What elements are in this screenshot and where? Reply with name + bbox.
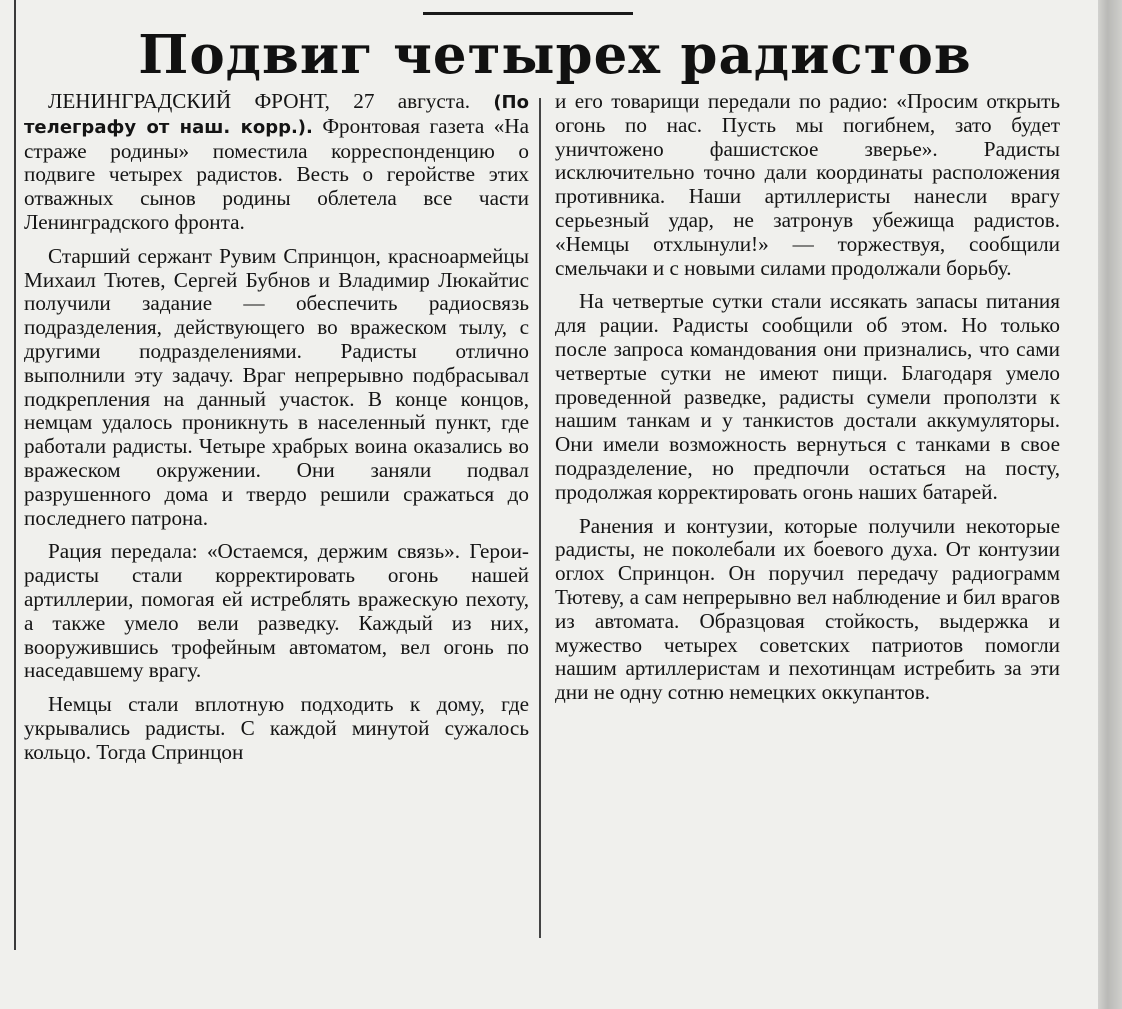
article-paragraph: Немцы стали вплотную подходить к дому, где укрывались радисты. С каждой минутой сужалось кольцо. Тогда Спринцон (24, 692, 529, 764)
article-headline: Подвиг четырех радистов (138, 24, 972, 86)
page-edge-shadow (1098, 0, 1122, 1009)
article-paragraph: На четвертые сутки стали иссякать запасы питания для рации. Радисты сообщили об этом. Но только после запроса командования они признались, что сами четвертые сутки не имеют пищи. Благодаря умело проведенной разведке, радисты сумели проползти к нашим танкам и у танкистов достали аккумуляторы. Они имели возможность вернуться с танками в свое подразделение, но предпочли остаться на посту, продолжая корректировать огонь наших батарей. (555, 289, 1060, 504)
article-paragraph (24, 90, 529, 235)
article-paragraph: Рация передала: «Остаемся, держим связь». Герои-радисты стали корректировать огонь нашей артиллерии, помогая ей истреблять вражескую пехоту, а также умело вели разведку. Каждый из них, вооружившись трофейным автоматом, вел огонь по наседавшему врагу. (24, 539, 529, 683)
article-paragraph: Ранения и контузии, которые получили некоторые радисты, не поколебали их боевого духа. От контузии оглох Спринцон. Он поручил передачу радиограмм Тютеву, а сам непрерывно вел наблюдение и бил врагов из автомата. Образцовая стойкость, выдержка и мужество четырех советских патриотов помогли нашим артиллеристам и пехотинцам истребить за эти дни не одну сотню немецких оккупантов. (555, 513, 1060, 705)
article-column-right (555, 90, 1060, 715)
article-paragraph: и его товарищи передали по радио: «Просим открыть огонь по нас. Пусть мы погибнем, зато будет уничтожено фашистское зверье». Радисты исключительно точно дали координаты расположения противника. Наши артиллеристы нанесли врагу серьезный удар, не затронув убежища радистов. «Немцы отхлынули!» — торжествуя, сообщили смельчаки и с новыми силами продолжали борьбу. (555, 89, 1060, 280)
article-column-left (24, 90, 529, 775)
article-dateline: ЛЕНИНГРАДСКИЙ ФРОНТ, 27 августа. (48, 89, 471, 113)
left-column-rule (14, 0, 16, 950)
article-paragraph: Старший сержант Рувим Спринцон, красноармейцы Михаил Тютев, Сергей Бубнов и Владимир Люкайтис получили задание — обеспечить радиосвязь подразделения, действующего во вражеском тылу, с другими подразделениями. Радисты отлично выполнили эту задачу. Враг непрерывно подбрасывал подкрепления на данный участок. В конце концов, немцам удалось проникнуть в населенный пункт, где работали радисты. Четыре храбрых воина оказались во вражеском окружении. Они заняли подвал разрушенного дома и твердо решили сражаться до последнего патрона. (24, 243, 529, 530)
top-rule (423, 12, 633, 15)
article-text: Фронтовая газета «На страже родины» поместила корреспонденцию о подвиге четырех радистов. Весть о геройстве этих отважных сынов родины облетела все части Ленинградского фронта. (24, 113, 529, 234)
article-credit: (По телеграфу от наш. корр.). (24, 92, 529, 138)
column-divider (539, 98, 541, 938)
